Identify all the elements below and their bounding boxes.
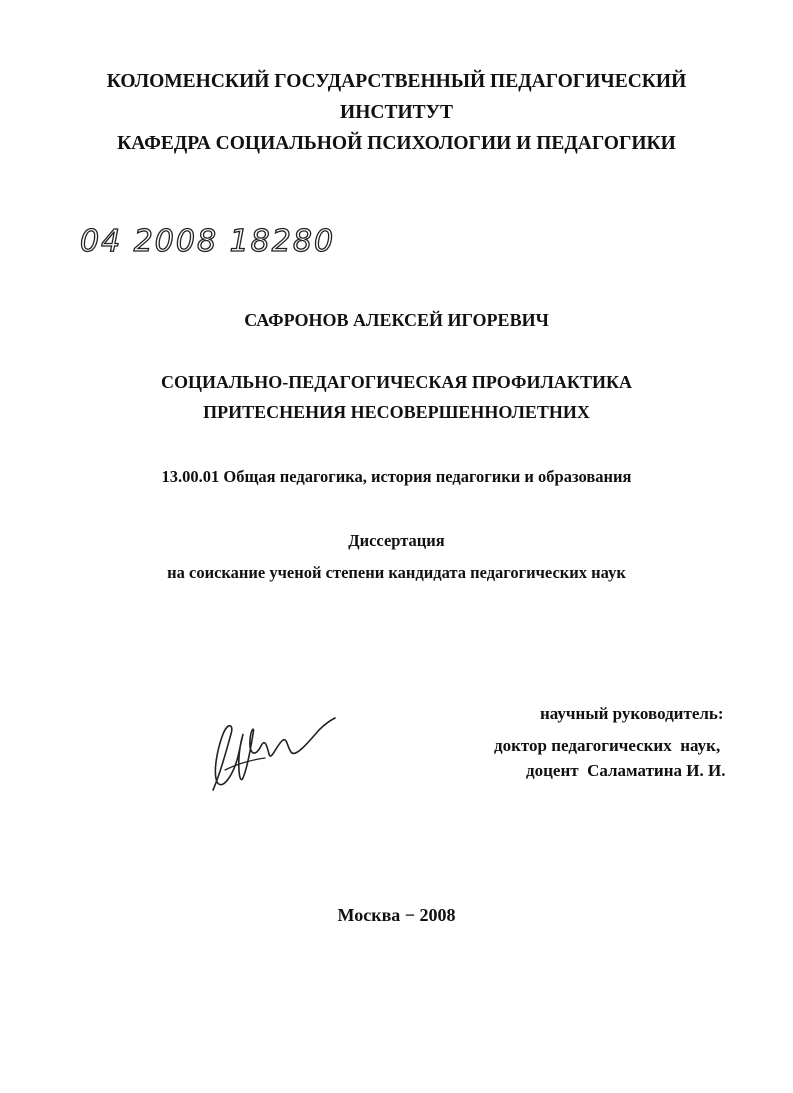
author-name: САФРОНОВ АЛЕКСЕЙ ИГОРЕВИЧ: [244, 310, 549, 330]
work-type-label: Диссертация: [348, 531, 445, 550]
city-and-year: Москва − 2008: [337, 905, 456, 925]
dissertation-title-line2: ПРИТЕСНЕНИЯ НЕСОВЕРШЕННОЛЕТНИХ: [203, 402, 590, 422]
svg-text:04 2008 18280: 04 2008 18280: [80, 224, 336, 259]
dissertation-title-line1: СОЦИАЛЬНО-ПЕДАГОГИЧЕСКАЯ ПРОФИЛАКТИКА: [160, 372, 632, 392]
supervisor-degree: доктор педагогических наук,: [494, 736, 721, 755]
signature-icon: [195, 712, 345, 797]
degree-statement: на соискание ученой степени кандидата педагогических наук: [167, 563, 626, 582]
institution-name-line1: КОЛОМЕНСКИЙ ГОСУДАРСТВЕННЫЙ ПЕДАГОГИЧЕСКИЙ: [106, 71, 687, 92]
supervisor-name: доцент Саламатина И. И.: [526, 761, 726, 780]
specialty-code: 13.00.01 Общая педагогика, история педагогики и образования: [161, 467, 632, 486]
institution-name-line2: ИНСТИТУТ: [340, 102, 453, 123]
department-name: КАФЕДРА СОЦИАЛЬНОЙ ПСИХОЛОГИИ И ПЕДАГОГИКИ: [117, 133, 676, 154]
handwritten-registration-number: [78, 215, 336, 265]
supervisor-label: научный руководитель:: [540, 704, 724, 723]
